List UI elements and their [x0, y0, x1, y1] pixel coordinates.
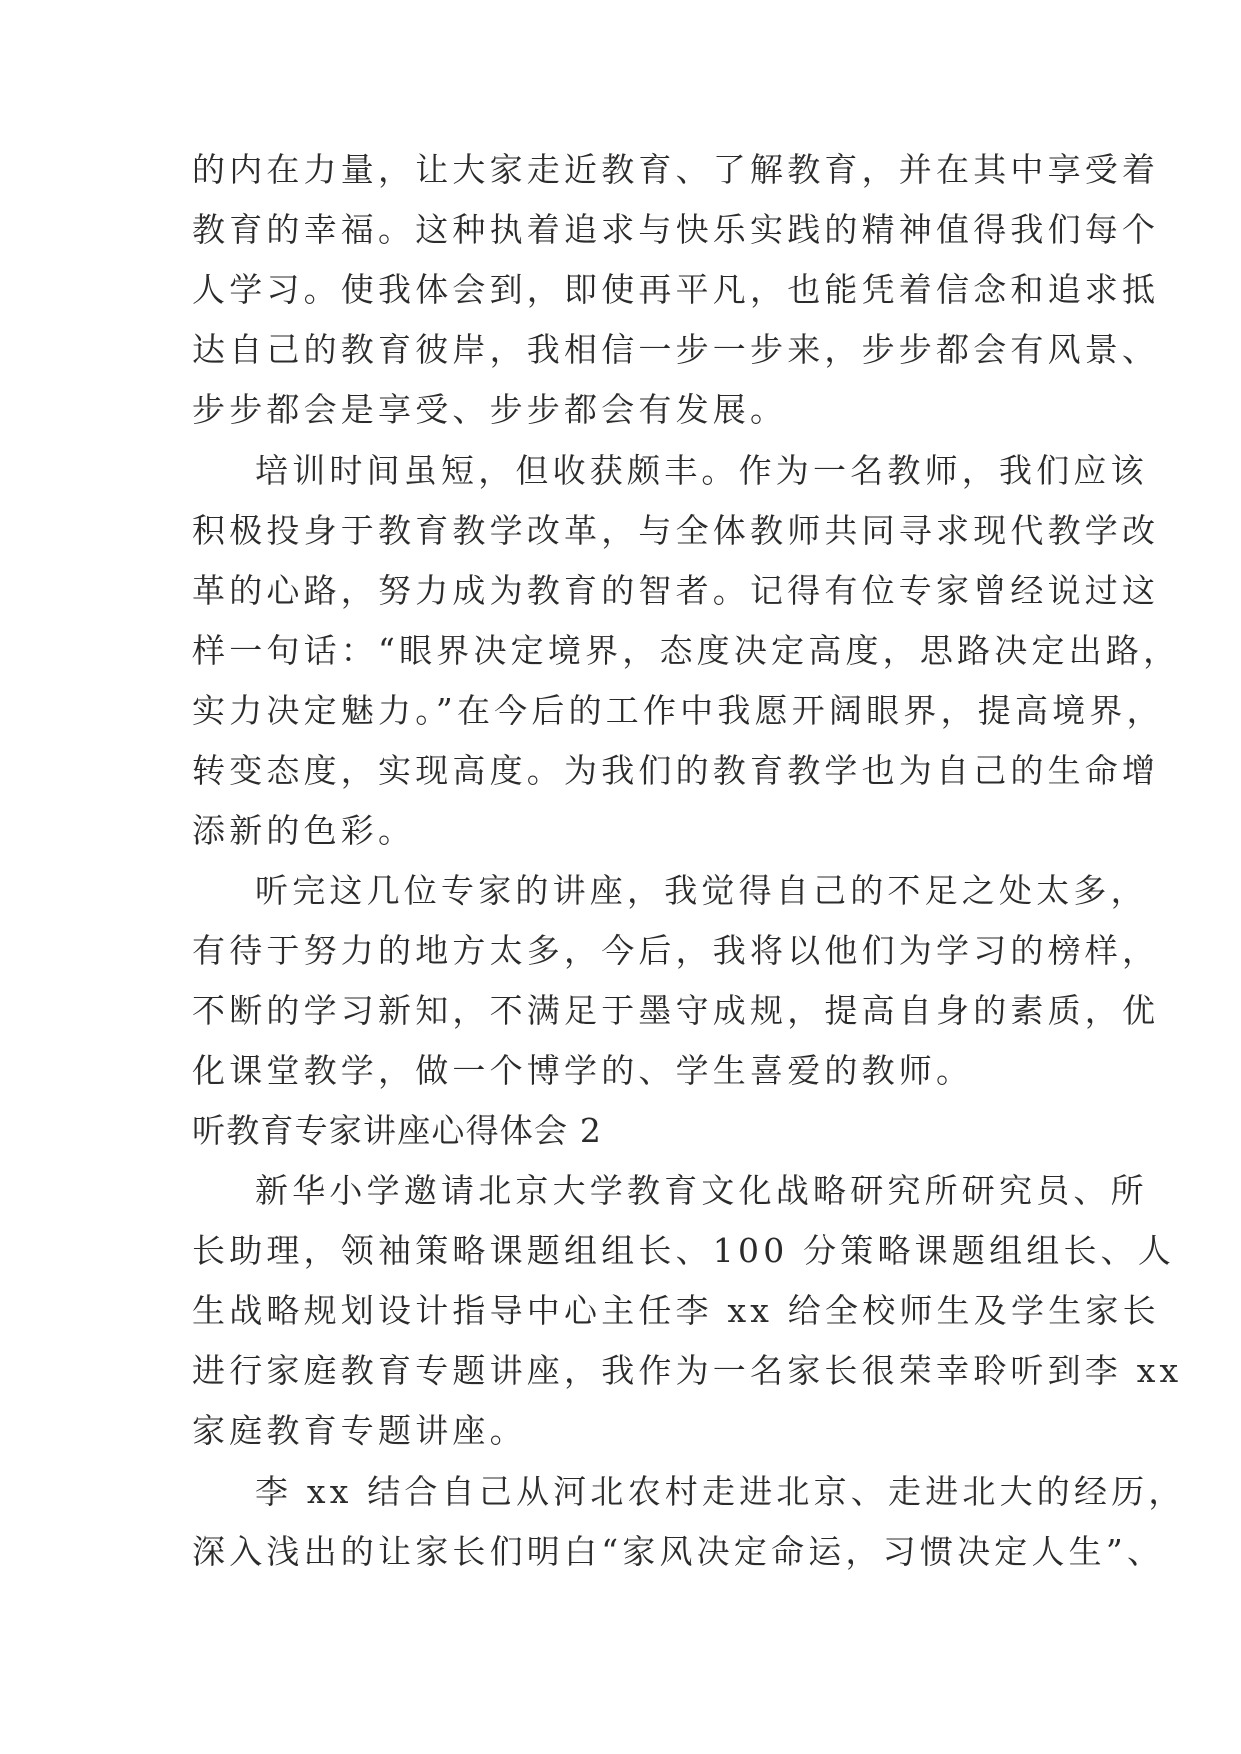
- paragraph-line: 实力决定魅力。”在今后的工作中我愿开阔眼界，提高境界，: [192, 691, 1164, 730]
- paragraph-line: 生战略规划设计指导中心主任李 xx 给全校师生及学生家长: [192, 1291, 1160, 1330]
- paragraph-line: 积极投身于教育教学改革，与全体教师共同寻求现代教学改: [192, 511, 1160, 550]
- paragraph-line: 有待于努力的地方太多，今后，我将以他们为学习的榜样，: [192, 931, 1160, 970]
- paragraph-line: 教育的幸福。这种执着追求与快乐实践的精神值得我们每个: [192, 210, 1160, 249]
- paragraph-line: 样一句话：“眼界决定境界，态度决定高度，思路决定出路，: [192, 631, 1181, 670]
- paragraph-line: 革的心路，努力成为教育的智者。记得有位专家曾经说过这: [192, 571, 1160, 610]
- paragraph-line: 长助理，领袖策略课题组组长、100 分策略课题组组长、人: [192, 1231, 1176, 1270]
- paragraph-line: 不断的学习新知，不满足于墨守成规，提高自身的素质，优: [192, 991, 1160, 1030]
- paragraph-first-line: 李 xx 结合自己从河北农村走进北京、走进北大的经历，: [255, 1472, 1186, 1511]
- paragraph-line: 步步都会是享受、步步都会有发展。: [192, 390, 788, 429]
- paragraph-line: 的内在力量，让大家走近教育、了解教育，并在其中享受着: [192, 150, 1160, 189]
- paragraph-first-line: 听完这几位专家的讲座，我觉得自己的不足之处太多，: [255, 871, 1148, 910]
- paragraph-line: 转变态度，实现高度。为我们的教育教学也为自己的生命增: [192, 751, 1160, 790]
- paragraph-line: 人学习。使我体会到，即使再平凡，也能凭着信念和追求抵: [192, 270, 1160, 309]
- paragraph-line: 深入浅出的让家长们明白“家风决定命运，习惯决定人生”、: [192, 1532, 1165, 1571]
- paragraph-line: 达自己的教育彼岸，我相信一步一步来，步步都会有风景、: [192, 330, 1160, 369]
- paragraph-first-line: 新华小学邀请北京大学教育文化战略研究所研究员、所: [255, 1171, 1148, 1210]
- paragraph-line: 化课堂教学，做一个博学的、学生喜爱的教师。: [192, 1051, 974, 1090]
- paragraph-line: 进行家庭教育专题讲座，我作为一名家长很荣幸聆听到李 xx: [192, 1351, 1183, 1390]
- paragraph-line: 添新的色彩。: [192, 811, 416, 850]
- paragraph-line: 家庭教育专题讲座。: [192, 1411, 527, 1450]
- section-heading: 听教育专家讲座心得体会 2: [192, 1111, 603, 1150]
- paragraph-first-line: 培训时间虽短，但收获颇丰。作为一名教师，我们应该: [255, 451, 1148, 490]
